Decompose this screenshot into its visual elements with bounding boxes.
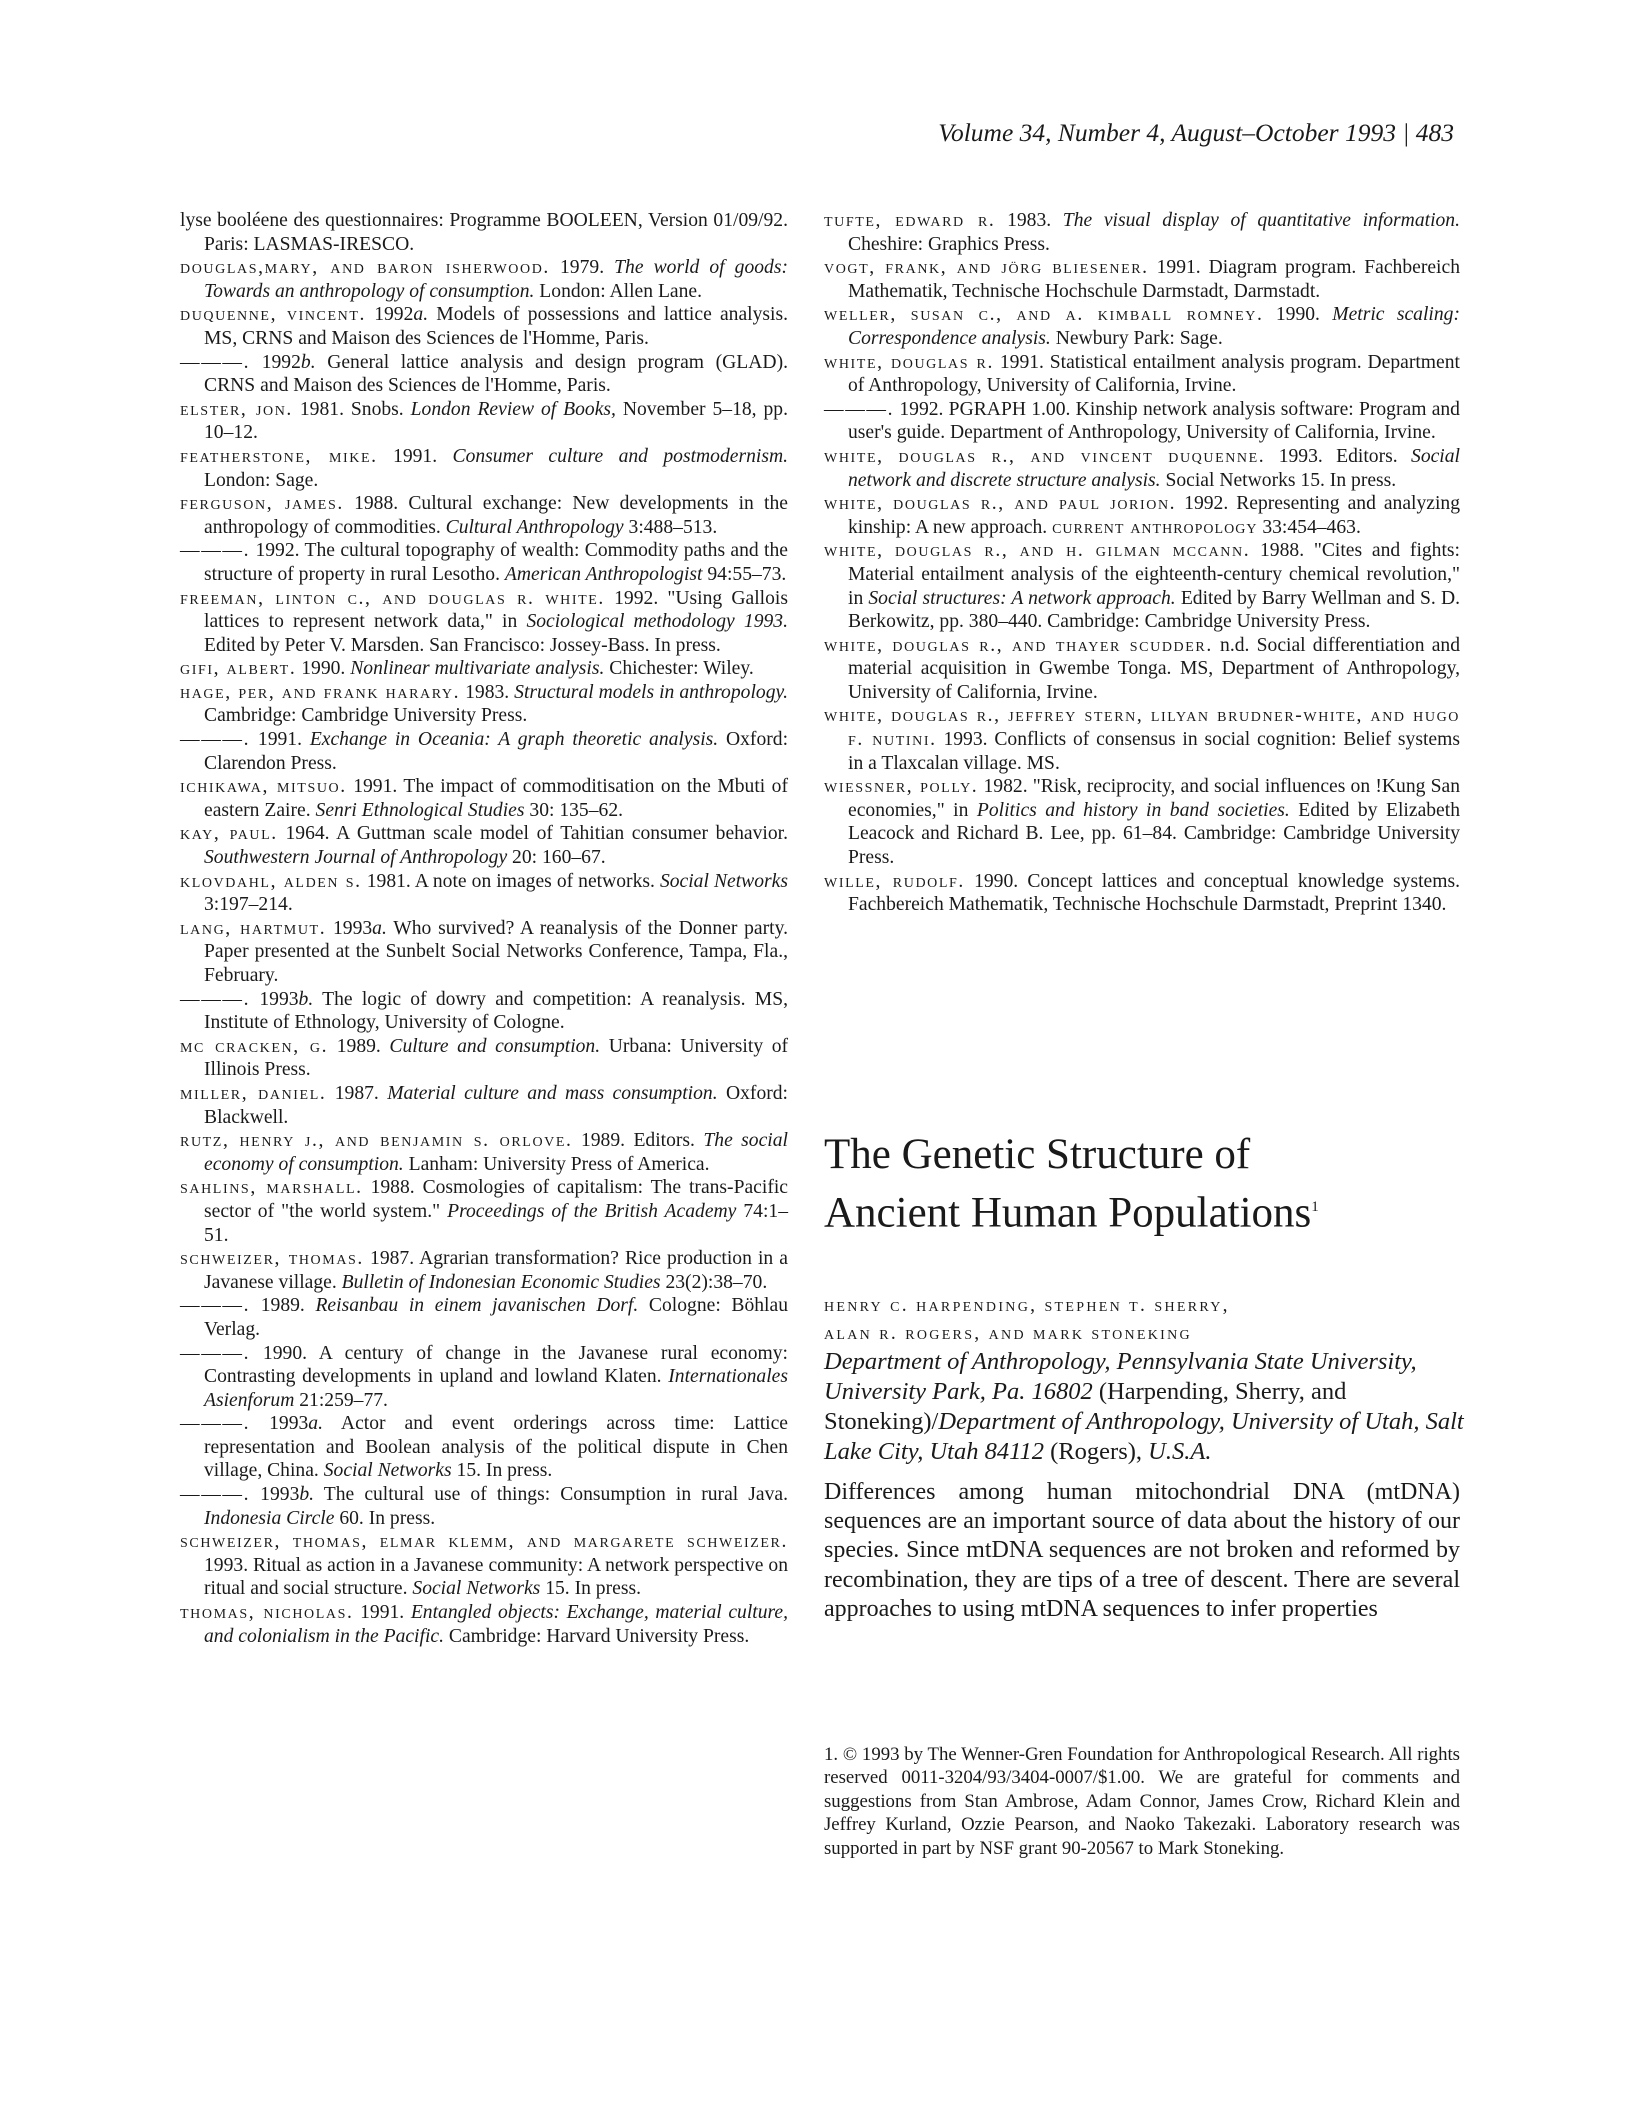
reference-text: 1988. "Cites and fights: Material entailment analysis of the eighteenth-century chemical revolution," in Social structures: A network approach. Edited by Barry Wellman and S. D. Berkowitz, pp. 380–440. Cambridge: Cambridge University Press. <box>848 540 1460 633</box>
authors-line2: alan r. rogers, and mark stoneking <box>824 1323 1192 1344</box>
reference-entry <box>824 351 1460 398</box>
reference-entry <box>824 209 1460 256</box>
running-header: Volume 34, Number 4, August–October 1993 | 483 <box>938 118 1454 147</box>
reference-entry <box>180 822 788 869</box>
reference-text: 1987. Agrarian transformation? Rice production in a Javanese village. Bulletin of Indonesian Economic Studies 23(2):38–70. <box>204 1248 788 1293</box>
author-affiliations: Department of Anthropology, Pennsylvania State University, University Park, Pa. 16802 (Harpending, Sherry, and Stoneking)/Department of Anthropology, University of Utah, Salt Lake City, Utah 84112 (Rogers), U.S.A. <box>824 1348 1464 1465</box>
reference-entry <box>180 539 788 586</box>
reference-entry <box>180 1601 788 1648</box>
reference-entry <box>824 303 1460 350</box>
reference-author: mc cracken, g. <box>180 1035 329 1057</box>
reference-text: 1993. Editors. Social network and discrete structure analysis. Social Networks 15. In press. <box>848 445 1460 491</box>
reference-author: kay, paul. <box>180 823 278 845</box>
reference-author: rutz, henry j., and benjamin s. orlove. <box>180 1130 573 1152</box>
reference-entry <box>180 775 788 822</box>
authors-line1: henry c. harpending, stephen t. sherry, <box>824 1295 1230 1316</box>
reference-entry <box>180 657 788 681</box>
reference-entry <box>180 1342 788 1413</box>
reference-text: 1981. Snobs. London Review of Books, November 5–18, pp. 10–12. <box>204 398 788 444</box>
article-authors <box>824 1292 1464 1348</box>
reference-author: weller, susan c., and a. kimball romney. <box>824 304 1264 326</box>
reference-text: 1992. "Using Gallois lattices to represent network data," in Sociological methodology 1993. Edited by Peter V. Marsden. San Francisco: Jossey-Bass. In press. <box>204 587 788 656</box>
reference-entry <box>180 445 788 492</box>
reference-text: 1992. Representing and analyzing kinship: A new approach. current anthropology 33:454–463. <box>848 493 1461 538</box>
reference-author: hage, per, and frank harary. <box>180 681 461 703</box>
reference-text: 1993. Conflicts of consensus in social cognition: Belief systems in a Tlaxcalan village. MS. <box>848 729 1460 774</box>
reference-author: white, douglas r., and h. gilman mccann. <box>824 540 1251 562</box>
reference-entry <box>180 1176 788 1247</box>
reference-author: ———. <box>824 398 895 420</box>
reference-entry <box>180 209 788 256</box>
reference-author: schweizer, thomas, elmar klemm, and margarete schweizer. <box>180 1531 788 1553</box>
reference-text: 1992. PGRAPH 1.00. Kinship network analysis software: Program and user's guide. Department of Anthropology, University of California, Irvine. <box>848 398 1460 444</box>
reference-author: white, douglas r., jeffrey stern, lilyan brudner-white, and hugo f. nutini. <box>824 705 1460 751</box>
reference-text: 1993a. Actor and event orderings across time: Lattice representation and Boolean analysis of the political dispute in Chen village, China. Social Networks 15. In press. <box>204 1413 788 1482</box>
reference-author: duquenne, vincent. <box>180 304 366 326</box>
reference-entry <box>180 1082 788 1129</box>
reference-text: 1989. Reisanbau in einem javanischen Dorf. Cologne: Böhlau Verlag. <box>204 1295 788 1340</box>
reference-author: ———. <box>180 540 251 562</box>
reference-author: ———. <box>180 1295 251 1317</box>
reference-author: ———. <box>180 1484 251 1506</box>
reference-entry <box>180 681 788 728</box>
reference-text: 1989. Editors. The social economy of consumption. Lanham: University Press of America. <box>204 1130 788 1175</box>
reference-text: lyse booléene des questionnaires: Programme BOOLEEN, Version 01/09/92. Paris: LASMAS-IRESCO. <box>180 210 788 255</box>
reference-author: tufte, edward r. <box>824 210 996 231</box>
reference-text: 1987. Material culture and mass consumption. Oxford: Blackwell. <box>204 1082 789 1128</box>
reference-entry <box>824 492 1460 539</box>
references-right-column <box>824 209 1460 917</box>
reference-entry <box>180 1035 788 1082</box>
reference-author: miller, daniel. <box>180 1082 327 1104</box>
article-footnote: 1. © 1993 by The Wenner-Gren Foundation for Anthropological Research. All rights reserved 0011-3204/93/3404-0007/$1.00. We are grateful for comments and suggestions from Stan Ambrose, Adam Connor, James Crow, Richard Klein and Jeffrey Kurland, Ozzie Pearson, and Naoko Takezaki. Laboratory research was supported in part by NSF grant 90-20567 to Mark Stoneking. <box>824 1744 1460 1859</box>
reference-entry <box>180 492 788 539</box>
reference-entry <box>824 539 1460 633</box>
references-left-column <box>180 209 788 1648</box>
article-title <box>824 1128 1464 1239</box>
reference-text: 1993b. The cultural use of things: Consumption in rural Java. Indonesia Circle 60. In press. <box>204 1484 788 1529</box>
reference-text: 1988. Cosmologies of capitalism: The trans-Pacific sector of "the world system." Proceedings of the British Academy 74:1–51. <box>204 1177 789 1246</box>
reference-author: ———. <box>180 729 251 751</box>
reference-author: lang, hartmut. <box>180 917 327 939</box>
reference-entry <box>180 1294 788 1341</box>
reference-text: 1992a. Models of possessions and lattice analysis. MS, CRNS and Maison des Sciences de l'Homme, Paris. <box>204 304 788 349</box>
reference-author: klovdahl, alden s. <box>180 870 362 892</box>
reference-text: 1990. Concept lattices and conceptual knowledge systems. Fachbereich Mathematik, Technische Hochschule Darmstadt, Preprint 1340. <box>848 870 1460 916</box>
article-title-line2: Ancient Human Populations <box>824 1189 1312 1237</box>
reference-entry <box>180 870 788 917</box>
reference-entry <box>180 1247 788 1294</box>
reference-text: 1983. The visual display of quantitative information. Cheshire: Graphics Press. <box>848 210 1461 255</box>
reference-author: vogt, frank, and jörg bliesener. <box>824 257 1149 279</box>
reference-author: ———. <box>180 988 251 1010</box>
reference-entry <box>180 303 788 350</box>
reference-text: 1981. A note on images of networks. Social Networks 3:197–214. <box>204 870 788 916</box>
reference-author: featherstone, mike. <box>180 445 378 467</box>
reference-author: white, douglas r., and thayer scudder. <box>824 634 1213 656</box>
reference-text: 1991. Consumer culture and postmodernism. London: Sage. <box>204 445 788 491</box>
reference-text: n.d. Social differentiation and material acquisition in Gwembe Tonga. MS, Department of Anthropology, University of California, Irvine. <box>848 634 1460 703</box>
reference-text: 1993. Ritual as action in a Javanese community: A network perspective on ritual and social structure. Social Networks 15. In press. <box>204 1554 788 1600</box>
reference-author: sahlins, marshall. <box>180 1177 363 1199</box>
reference-author: white, douglas r., and paul jorion. <box>824 493 1177 515</box>
reference-entry <box>180 917 788 988</box>
reference-author: ———. <box>180 1342 251 1364</box>
reference-text: 1990. A century of change in the Javanese rural economy: Contrasting developments in upland and lowland Klaten. Internationales Asienforum 21:259–77. <box>204 1342 788 1411</box>
reference-author: ———. <box>180 1413 251 1435</box>
reference-entry <box>180 1412 788 1483</box>
reference-text: 1983. Structural models in anthropology. Cambridge: Cambridge University Press. <box>204 681 789 727</box>
reference-author: ferguson, james. <box>180 493 344 515</box>
reference-author: ichikawa, mitsuo. <box>180 776 347 798</box>
reference-entry <box>824 445 1460 492</box>
reference-entry <box>824 704 1460 775</box>
reference-text: 1991. Entangled objects: Exchange, material culture, and colonialism in the Pacific. Cambridge: Harvard University Press. <box>204 1602 789 1647</box>
reference-entry <box>824 634 1460 705</box>
reference-text: 1979. The world of goods: Towards an anthropology of consumption. London: Allen Lane. <box>204 257 788 302</box>
reference-text: 1992. The cultural topography of wealth: Commodity paths and the structure of property in rural Lesotho. American Anthropologist 94:55–73. <box>204 540 788 585</box>
reference-text: 1993a. Who survived? A reanalysis of the Donner party. Paper presented at the Sunbelt Social Networks Conference, Tampa, Fla., February. <box>204 917 788 986</box>
reference-entry <box>824 775 1460 869</box>
reference-entry <box>180 728 788 775</box>
reference-author: freeman, linton c., and douglas r. white. <box>180 587 605 609</box>
reference-author: elster, jon. <box>180 398 293 420</box>
reference-text: 1992b. General lattice analysis and design program (GLAD). CRNS and Maison des Sciences de l'Homme, Paris. <box>204 351 788 397</box>
article-opening-paragraph: Differences among human mitochondrial DNA (mtDNA) sequences are an important source of data about the history of our species. Since mtDNA sequences are not broken and reformed by recombination, they are tips of a tree of descent. There are several approaches to using mtDNA sequences to infer properties <box>824 1479 1460 1622</box>
reference-text: 1990. Metric scaling: Correspondence analysis. Newbury Park: Sage. <box>848 304 1460 349</box>
reference-text: 1991. Statistical entailment analysis program. Department of Anthropology, University of California, Irvine. <box>848 351 1460 397</box>
reference-author: white, douglas r. <box>824 351 994 373</box>
reference-entry <box>180 256 788 303</box>
reference-author: wiessner, polly. <box>824 776 979 798</box>
reference-text: 1964. A Guttman scale model of Tahitian consumer behavior. Southwestern Journal of Anthropology 20: 160–67. <box>204 823 789 869</box>
reference-text: 1991. Diagram program. Fachbereich Mathematik, Technische Hochschule Darmstadt, Darmstadt. <box>848 257 1460 302</box>
reference-author: gifi, albert. <box>180 658 297 680</box>
reference-text: 1990. Nonlinear multivariate analysis. Chichester: Wiley. <box>301 658 754 680</box>
reference-author: wille, rudolf. <box>824 870 965 892</box>
reference-entry <box>824 870 1460 917</box>
reference-text: 1988. Cultural exchange: New developments in the anthropology of commodities. Cultural Anthropology 3:488–513. <box>204 493 788 538</box>
reference-entry <box>180 351 788 398</box>
reference-entry <box>180 1530 788 1601</box>
reference-author: schweizer, thomas. <box>180 1248 364 1270</box>
reference-text: 1991. Exchange in Oceania: A graph theoretic analysis. Oxford: Clarendon Press. <box>204 729 789 774</box>
title-footnote-mark: 1 <box>1311 1199 1319 1215</box>
reference-entry <box>824 256 1460 303</box>
reference-entry <box>824 398 1460 445</box>
article-title-line1: The Genetic Structure of <box>824 1131 1251 1178</box>
reference-author: thomas, nicholas. <box>180 1602 354 1624</box>
reference-author: ———. <box>180 351 251 373</box>
reference-author: white, douglas r., and vincent duquenne. <box>824 445 1266 467</box>
reference-entry <box>180 1129 788 1176</box>
reference-text: 1982. "Risk, reciprocity, and social influences on !Kung San economies," in Politics and history in band societies. Edited by Elizabeth Leacock and Richard B. Lee, pp. 61–84. Cambridge: Cambridge University Press. <box>848 776 1460 869</box>
reference-entry <box>180 398 788 445</box>
reference-text: 1993b. The logic of dowry and competition: A reanalysis. MS, Institute of Ethnology, University of Cologne. <box>204 988 788 1034</box>
reference-text: 1989. Culture and consumption. Urbana: University of Illinois Press. <box>204 1035 789 1081</box>
reference-text: 1991. The impact of commoditisation on the Mbuti of eastern Zaire. Senri Ethnological Studies 30: 135–62. <box>204 776 788 821</box>
reference-entry <box>180 587 788 658</box>
reference-entry <box>180 988 788 1035</box>
reference-author: douglas,mary, and baron isherwood. <box>180 257 550 279</box>
reference-entry <box>180 1483 788 1530</box>
